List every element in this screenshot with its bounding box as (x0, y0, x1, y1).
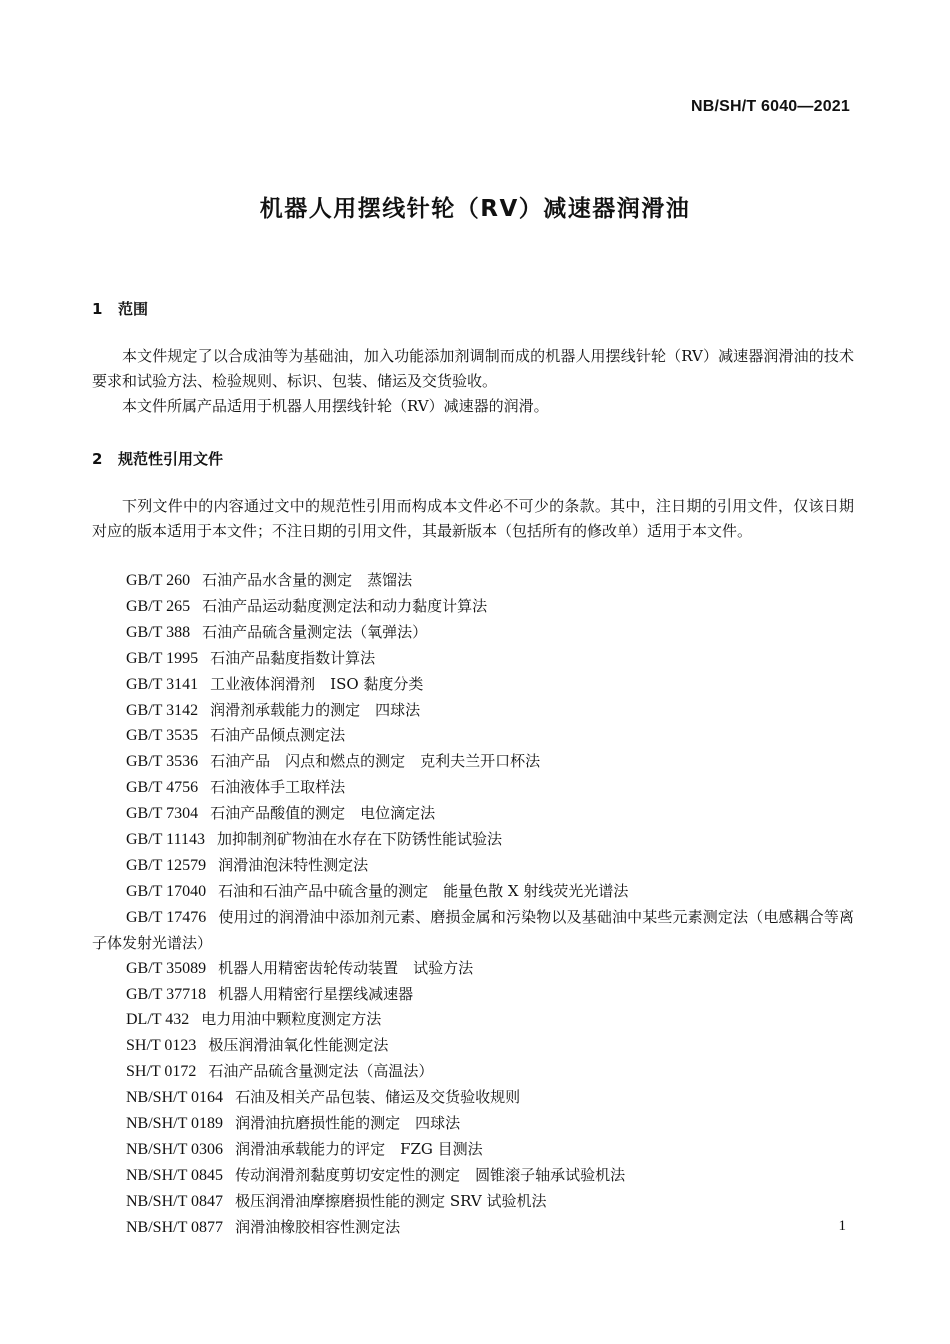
reference-title: 石油产品 闪点和燃点的测定 克利夫兰开口杯法 (210, 752, 541, 771)
scope-paragraph-2: 本文件所属产品适用于机器人用摆线针轮（RV）减速器的润滑。 (122, 397, 549, 415)
reference-code: SH/T 0172 (126, 1063, 197, 1081)
section-1-heading (92, 298, 148, 319)
reference-title: 石油和石油产品中硫含量的测定 能量色散 X 射线荧光光谱法 (218, 881, 629, 900)
reference-code: GB/T 35089 (126, 959, 207, 977)
reference-item (92, 1007, 854, 1033)
reference-title: 石油产品运动黏度测定法和动力黏度计算法 (202, 596, 488, 615)
reference-item (92, 594, 854, 620)
reference-code: GB/T 4756 (126, 779, 199, 797)
page-number: 1 (838, 1218, 846, 1234)
reference-title: 电力用油中颗粒度测定方法 (201, 1010, 382, 1029)
reference-code: GB/T 260 (126, 572, 191, 589)
reference-code: GB/T 3141 (126, 675, 199, 693)
reference-title: 润滑剂承载能力的测定 四球法 (210, 700, 421, 719)
reference-title: 石油产品倾点测定法 (210, 726, 346, 745)
reference-code: NB/SH/T 0306 (126, 1140, 224, 1158)
reference-title: 石油产品水含量的测定 蒸馏法 (202, 571, 413, 589)
reference-title: 使用过的润滑油中添加剂元素、磨损金属和污染物以及基础油中某些元素测定法（电感耦合等离子体发射光谱法） (92, 907, 854, 952)
section-2-title: 规范性引用文件 (118, 450, 224, 468)
reference-title: 润滑油承载能力的评定 FZG 目测法 (235, 1139, 483, 1158)
reference-code: GB/T 17040 (126, 882, 207, 900)
reference-item (92, 646, 854, 672)
reference-item (92, 1085, 854, 1111)
reference-item (92, 723, 854, 749)
reference-title: 石油产品硫含量测定法（氧弹法） (202, 622, 428, 641)
reference-code: GB/T 1995 (126, 649, 199, 667)
reference-item (92, 879, 854, 905)
reference-code: GB/T 388 (126, 623, 191, 641)
reference-title: 加抑制剂矿物油在水存在下防锈性能试验法 (216, 830, 502, 849)
reference-list (92, 568, 854, 1241)
reference-title: 润滑油橡胶相容性测定法 (235, 1217, 401, 1236)
reference-title: 润滑油抗磨损性能的测定 四球法 (235, 1114, 461, 1133)
reference-code: GB/T 3142 (126, 701, 199, 719)
reference-item (92, 1033, 854, 1059)
reference-code: GB/T 7304 (126, 805, 199, 823)
reference-item (92, 1111, 854, 1137)
reference-item (92, 1189, 854, 1215)
reference-code: NB/SH/T 0845 (126, 1166, 224, 1184)
reference-title: 石油产品酸值的测定 电位滴定法 (210, 804, 436, 823)
reference-code: GB/T 3536 (126, 753, 199, 771)
reference-code: SH/T 0123 (126, 1037, 197, 1055)
section-2-number: 2 (92, 450, 103, 468)
reference-item (92, 982, 854, 1008)
reference-title: 极压润滑油摩擦磨损性能的测定 SRV 试验机法 (235, 1191, 547, 1210)
reference-code: GB/T 17476 (126, 908, 207, 926)
reference-code: NB/SH/T 0847 (126, 1192, 224, 1210)
reference-code: GB/T 12579 (126, 856, 207, 874)
reference-title: 工业液体润滑剂 ISO 黏度分类 (210, 674, 424, 693)
references-intro: 下列文件中的内容通过文中的规范性引用而构成本文件必不可少的条款。其中，注日期的引用文件，仅该日期对应的版本适用于本文件；不注日期的引用文件，其最新版本（包括所有的修改单）适用于本文件。 (92, 497, 854, 540)
reference-item (92, 568, 854, 594)
reference-code: DL/T 432 (126, 1011, 190, 1029)
reference-title: 石油产品硫含量测定法（高温法） (208, 1062, 434, 1081)
reference-item (92, 749, 854, 775)
reference-item (92, 620, 854, 646)
reference-title: 石油产品黏度指数计算法 (210, 648, 376, 667)
reference-item (92, 801, 854, 827)
reference-code: GB/T 37718 (126, 985, 207, 1003)
section-2-heading (92, 448, 223, 469)
reference-item (92, 905, 854, 956)
reference-item (92, 775, 854, 801)
standard-code: NB/SH/T 6040—2021 (690, 98, 850, 115)
reference-item (92, 1137, 854, 1163)
reference-code: NB/SH/T 0877 (126, 1218, 224, 1236)
reference-code: GB/T 11143 (126, 831, 205, 849)
reference-title: 极压润滑油氧化性能测定法 (208, 1036, 389, 1055)
reference-item (92, 698, 854, 724)
section-1-title: 范围 (118, 300, 149, 318)
reference-code: GB/T 265 (126, 597, 191, 615)
reference-title: 石油及相关产品包装、储运及交货验收规则 (235, 1088, 521, 1107)
scope-paragraph-1: 本文件规定了以合成油等为基础油，加入功能添加剂调制而成的机器人用摆线针轮（RV）减速器润滑油的技术要求和试验方法、检验规则、标识、包装、储运及交货验收。 (92, 347, 854, 390)
reference-code: NB/SH/T 0189 (126, 1115, 224, 1133)
reference-item (92, 827, 854, 853)
reference-item (92, 956, 854, 982)
reference-item (92, 853, 854, 879)
reference-title: 传动润滑剂黏度剪切安定性的测定 圆锥滚子轴承试验机法 (235, 1165, 626, 1184)
section-1-number: 1 (92, 300, 103, 318)
document-title: 机器人用摆线针轮（RV）减速器润滑油 (259, 196, 691, 222)
reference-code: NB/SH/T 0164 (126, 1089, 224, 1107)
reference-item (92, 1163, 854, 1189)
reference-title: 润滑油泡沫特性测定法 (218, 855, 369, 874)
reference-title: 机器人用精密齿轮传动装置 试验方法 (218, 958, 474, 977)
reference-item (92, 1215, 854, 1241)
reference-item (92, 1059, 854, 1085)
reference-code: GB/T 3535 (126, 727, 199, 745)
reference-title: 石油液体手工取样法 (210, 778, 346, 797)
reference-title: 机器人用精密行星摆线减速器 (218, 984, 414, 1003)
reference-item (92, 672, 854, 698)
